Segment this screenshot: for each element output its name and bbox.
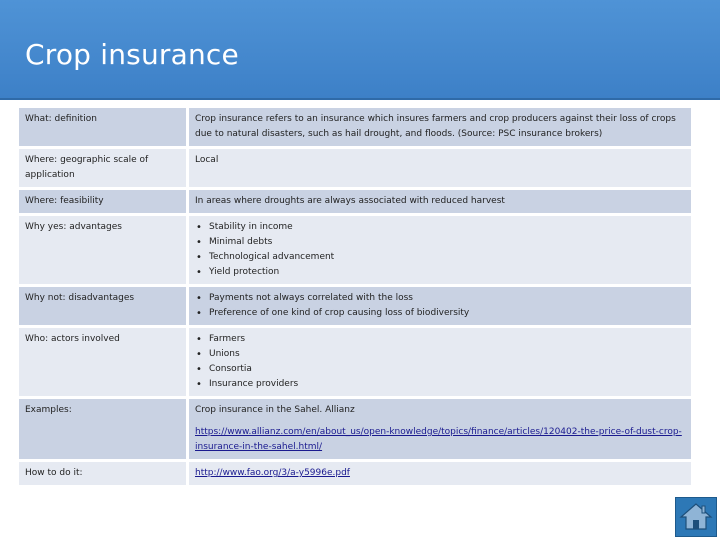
- row-label: Examples:: [19, 399, 189, 459]
- list-item: • Insurance providers: [195, 377, 685, 392]
- row-label: Where: feasibility: [19, 190, 189, 213]
- table-row: [19, 328, 691, 396]
- row-label: Where: geographic scale of application: [19, 149, 189, 187]
- table-row: [19, 149, 691, 187]
- table-row: [19, 462, 691, 485]
- list-item: • Minimal debts: [195, 235, 685, 250]
- row-value: Crop insurance refers to an insurance which insures farmers and crop producers against their loss of crops due to natural disasters, such as hail drought, and floods. (Source: PSC insurance brokers): [189, 108, 691, 146]
- slide-header: [0, 0, 720, 100]
- list-item: • Consortia: [195, 362, 685, 377]
- row-value: [189, 328, 691, 396]
- row-label: What: definition: [19, 108, 189, 146]
- row-value: [189, 462, 691, 485]
- row-value: In areas where droughts are always associated with reduced harvest: [189, 190, 691, 213]
- list-item: • Stability in income: [195, 220, 685, 235]
- table-row: [19, 108, 691, 146]
- bullet-list: [195, 220, 685, 280]
- table-row: [19, 190, 691, 213]
- info-table: [19, 105, 691, 488]
- slide-title: Crop insurance: [25, 38, 239, 71]
- example-link[interactable]: https://www.allianz.com/en/about_us/open-knowledge/topics/finance/articles/120402-the-price-of-dust-crop-insurance-in-the-sahel.html/: [195, 427, 682, 452]
- info-table-container: [19, 105, 691, 488]
- table-row: [19, 216, 691, 284]
- row-value: [189, 216, 691, 284]
- bullet-list: [195, 332, 685, 392]
- row-value: [189, 287, 691, 325]
- home-icon: [676, 498, 716, 536]
- list-item: • Preference of one kind of crop causing loss of biodiversity: [195, 306, 685, 321]
- spacer: [195, 418, 685, 425]
- list-item: • Unions: [195, 347, 685, 362]
- row-label: Who: actors involved: [19, 328, 189, 396]
- list-item: • Yield protection: [195, 265, 685, 280]
- example-text: Crop insurance in the Sahel. Allianz: [195, 405, 355, 415]
- list-item: • Payments not always correlated with the loss: [195, 291, 685, 306]
- row-value: [189, 399, 691, 459]
- row-label: Why yes: advantages: [19, 216, 189, 284]
- row-label: How to do it:: [19, 462, 189, 485]
- home-button[interactable]: [675, 497, 717, 537]
- table-row: [19, 399, 691, 459]
- list-item: • Farmers: [195, 332, 685, 347]
- bullet-list: [195, 291, 685, 321]
- row-label: Why not: disadvantages: [19, 287, 189, 325]
- row-value: Local: [189, 149, 691, 187]
- list-item: • Technological advancement: [195, 250, 685, 265]
- how-to-link[interactable]: http://www.fao.org/3/a-y5996e.pdf: [195, 468, 350, 478]
- table-row: [19, 287, 691, 325]
